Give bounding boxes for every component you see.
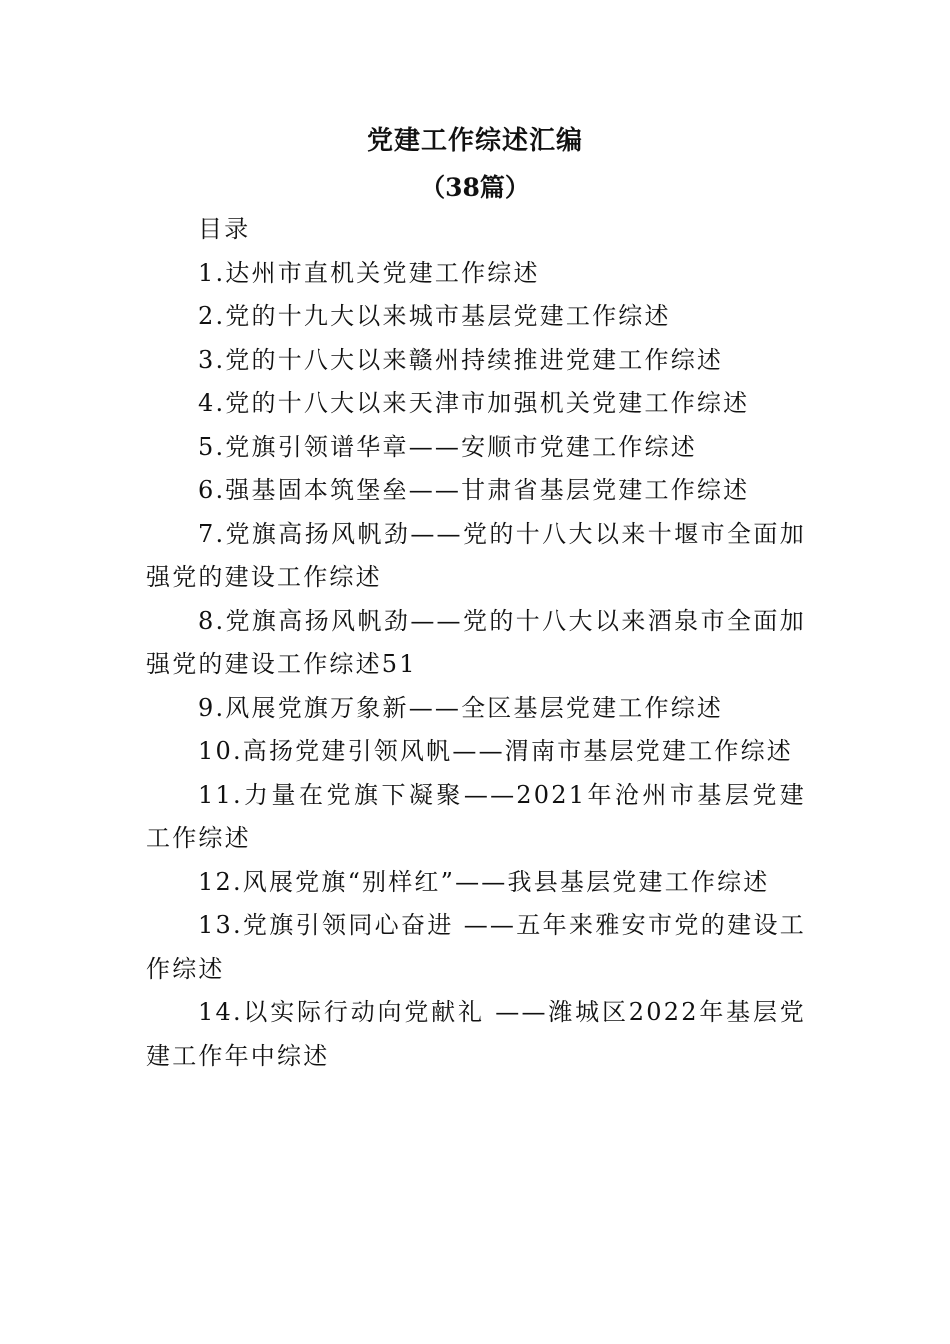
toc-item: 7.党旗高扬风帆劲——党的十八大以来十堰市全面加强党的建设工作综述 [146, 519, 806, 591]
document-title: 党建工作综述汇编 [366, 126, 583, 156]
toc-item: 8.党旗高扬风帆劲——党的十八大以来酒泉市全面加强党的建设工作综述51 [146, 606, 806, 678]
table-of-contents [146, 208, 806, 1078]
document-subtitle: （38篇） [420, 173, 530, 202]
toc-item: 9.风展党旗万象新——全区基层党建工作综述 [198, 693, 724, 722]
toc-heading: 目录 [198, 215, 251, 243]
toc-item: 6.强基固本筑堡垒——甘肃省基层党建工作综述 [198, 476, 750, 504]
toc-item: 3.党的十八大以来赣州持续推进党建工作综述 [198, 345, 724, 374]
toc-item: 1.达州市直机关党建工作综述 [198, 258, 540, 287]
toc-item: 14.以实际行动向党献礼 ——潍城区2022年基层党建工作年中综述 [146, 998, 806, 1070]
toc-item: 12.风展党旗“别样红”——我县基层党建工作综述 [198, 867, 770, 896]
toc-item: 5.党旗引领谱华章——安顺市党建工作综述 [198, 432, 697, 461]
toc-item: 10.高扬党建引领风帆——渭南市基层党建工作综述 [198, 737, 793, 765]
toc-item: 4.党的十八大以来天津市加强机关党建工作综述 [198, 389, 750, 417]
toc-item: 11.力量在党旗下凝聚——2021年沧州市基层党建工作综述 [146, 780, 806, 852]
toc-item: 13.党旗引领同心奋进 ——五年来雅安市党的建设工作综述 [146, 911, 806, 983]
toc-item: 2.党的十九大以来城市基层党建工作综述 [198, 302, 671, 330]
